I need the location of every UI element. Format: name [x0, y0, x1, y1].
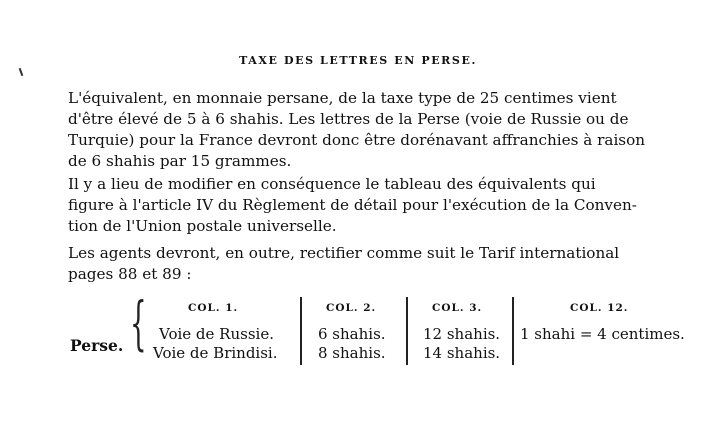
paragraph-2-line: tion de l'Union postale universelle.: [68, 217, 337, 235]
col1-header: COL. 1.: [188, 302, 239, 314]
paragraph-1-line: Turquie) pour la France devront donc être dorénavant affranchies à raison: [68, 131, 646, 149]
col2-cell: 6 shahis.: [318, 325, 386, 343]
paragraph-2-line: figure à l'article IV du Règlement de détail pour l'exécution de la Conven-: [68, 196, 637, 214]
paragraph-2-line: Il y a lieu de modifier en conséquence le tableau des équivalents qui: [68, 175, 596, 193]
paragraph-1: [48, 88, 674, 172]
left-brace: {: [130, 289, 147, 357]
col1-cell: Voie de Russie.: [159, 325, 274, 343]
col12-cell: 1 shahi = 4 centimes.: [520, 325, 685, 343]
col1-cell: Voie de Brindisi.: [153, 344, 278, 362]
paragraph-3-line: pages 88 et 89 :: [68, 265, 192, 283]
column-divider: [300, 297, 302, 365]
page-title: TAXE DES LETTRES EN PERSE.: [239, 54, 477, 67]
paragraph-2: [48, 174, 674, 237]
paragraph-3: [48, 243, 674, 285]
paragraph-1-line: de 6 shahis par 15 grammes.: [68, 152, 292, 170]
paragraph-1-line: L'équivalent, en monnaie persane, de la taxe type de 25 centimes vient: [68, 89, 617, 107]
margin-mark: [19, 68, 24, 76]
column-divider: [512, 297, 514, 365]
paragraph-1-line: d'être élevé de 5 à 6 shahis. Les lettres de la Perse (voie de Russie ou de: [68, 110, 629, 128]
column-divider: [406, 297, 408, 365]
col12-header: COL. 12.: [570, 302, 629, 314]
col2-cell: 8 shahis.: [318, 344, 386, 362]
col3-header: COL. 3.: [432, 302, 483, 314]
col2-header: COL. 2.: [326, 302, 377, 314]
table-row-label: Perse.: [70, 336, 124, 355]
col3-cell: 12 shahis.: [423, 325, 501, 343]
col3-cell: 14 shahis.: [423, 344, 501, 362]
paragraph-3-line: Les agents devront, en outre, rectifier comme suit le Tarif international: [68, 244, 620, 262]
